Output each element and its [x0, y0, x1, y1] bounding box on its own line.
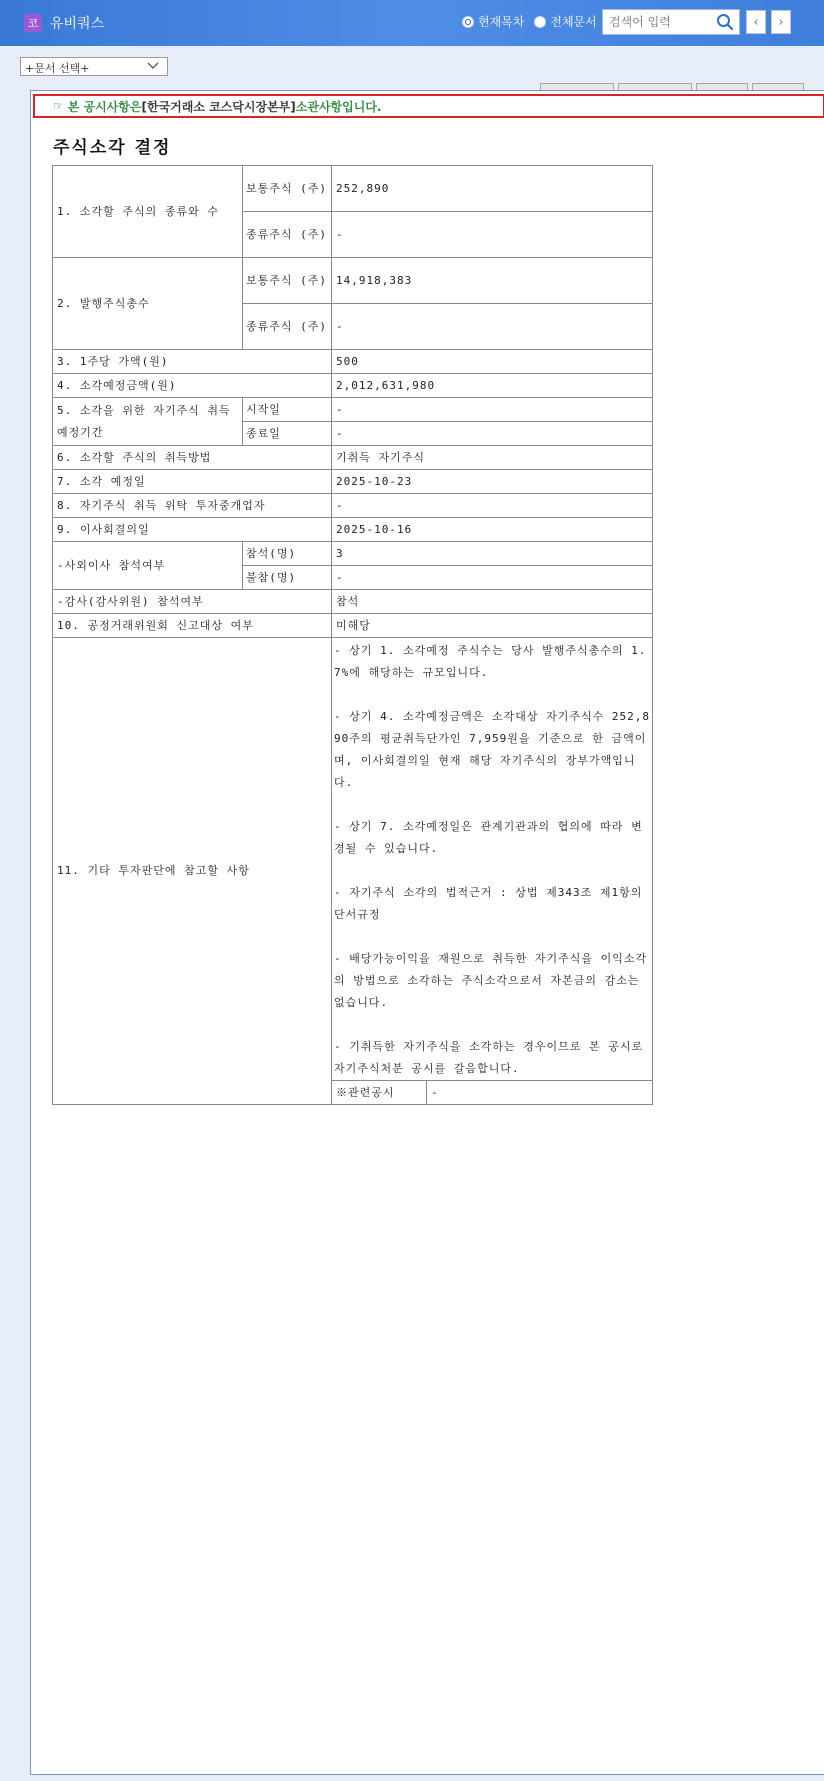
- related-value: -: [427, 1081, 653, 1105]
- notice-org: [한국거래소 코스닥시장본부]: [141, 99, 296, 114]
- radio-dot-icon[interactable]: [462, 16, 474, 28]
- document-select[interactable]: [20, 57, 168, 76]
- prev-button[interactable]: [746, 10, 766, 34]
- search-input[interactable]: [609, 11, 709, 33]
- jurisdiction-notice: [33, 94, 824, 118]
- table-row: [53, 398, 653, 422]
- sub-label: 보통주식 (주): [243, 166, 332, 212]
- cell-value: 3: [332, 542, 653, 566]
- cell-value: -: [332, 304, 653, 350]
- cell-value: 500: [332, 350, 653, 374]
- radio-current-label: 현재목차: [478, 15, 525, 29]
- cell-value: 미해당: [332, 614, 653, 638]
- cell-value: -: [332, 422, 653, 446]
- table-row: [53, 350, 653, 374]
- table-row: [53, 590, 653, 614]
- sub-label: 종류주식 (주): [243, 212, 332, 258]
- row-label: 4. 소각예정금액(원): [53, 374, 332, 398]
- pointing-hand-icon: ☞: [53, 99, 64, 113]
- cell-value: 기취득 자기주식: [332, 446, 653, 470]
- row-label: 6. 소각할 주식의 취득방법: [53, 446, 332, 470]
- note-paragraph: - 자기주식 소각의 법적근거 : 상법 제343조 제1항의 단서규정: [334, 886, 643, 921]
- row-label: 7. 소각 예정일: [53, 470, 332, 494]
- row-label: 1. 소각할 주식의 종류와 수: [53, 166, 243, 258]
- radio-current-section[interactable]: [462, 13, 524, 30]
- search-icon[interactable]: [716, 13, 734, 31]
- notes-cell: [332, 638, 653, 1081]
- table-row: [53, 374, 653, 398]
- chevron-right-icon: ›: [778, 14, 784, 30]
- company-title: [24, 12, 104, 34]
- table-row: [53, 542, 653, 566]
- sub-label: 종료일: [243, 422, 332, 446]
- radio-all-label: 전체문서: [550, 15, 597, 29]
- chevron-left-icon: ‹: [753, 14, 759, 30]
- kosdaq-badge-icon: 코: [24, 14, 42, 32]
- document-frame: [30, 90, 824, 1775]
- table-row: [53, 258, 653, 304]
- cell-value: 2025-10-16: [332, 518, 653, 542]
- related-label: ※관련공시: [332, 1081, 427, 1105]
- note-paragraph: - 상기 7. 소각예정일은 관계기관과의 협의에 따라 변경될 수 있습니다.: [334, 820, 643, 855]
- note-paragraph: - 상기 4. 소각예정금액은 소각대상 자기주식수 252,890주의 평균취득단가인 7,959원을 기준으로 한 금액이며, 이사회결의일 현재 해당 자기주식의 장부가액입니다.: [334, 710, 650, 789]
- note-paragraph: - 상기 1. 소각예정 주식수는 당사 발행주식총수의 1.7%에 해당하는 규모입니다.: [334, 644, 647, 679]
- next-button[interactable]: [771, 10, 791, 34]
- top-bar: [0, 0, 824, 46]
- cell-value: -: [332, 494, 653, 518]
- table-row: [53, 518, 653, 542]
- table-row: [53, 614, 653, 638]
- notice-suffix: 소관사항입니다.: [295, 99, 382, 114]
- cell-value: 2025-10-23: [332, 470, 653, 494]
- sub-label: 시작일: [243, 398, 332, 422]
- row-label: 11. 기타 투자판단에 참고할 사항: [53, 638, 332, 1105]
- cell-value: 2,012,631,980: [332, 374, 653, 398]
- document-title: 주식소각 결정: [53, 138, 172, 158]
- table-row: [53, 446, 653, 470]
- sub-label: 보통주식 (주): [243, 258, 332, 304]
- row-label: -사외이사 참석여부: [53, 542, 243, 590]
- document-select-value: +문서 선택+: [25, 62, 90, 75]
- note-paragraph: - 기취득한 자기주식을 소각하는 경우이므로 본 공시로 자기주식처분 공시를 갈음합니다.: [334, 1040, 644, 1075]
- row-label: 3. 1주당 가액(원): [53, 350, 332, 374]
- table-row: [53, 166, 653, 212]
- table-row: [53, 494, 653, 518]
- cell-value: 252,890: [332, 166, 653, 212]
- radio-all-documents[interactable]: [534, 13, 596, 30]
- search-scope: [462, 13, 607, 30]
- disclosure-table: [52, 165, 653, 1105]
- cell-value: -: [332, 398, 653, 422]
- row-label: 2. 발행주식총수: [53, 258, 243, 350]
- sub-label: 종류주식 (주): [243, 304, 332, 350]
- search-box: [602, 9, 740, 35]
- sub-label: 불참(명): [243, 566, 332, 590]
- table-row: [53, 638, 653, 1081]
- row-label: 5. 소각을 위한 자기주식 취득 예정기간: [53, 398, 243, 446]
- company-name: 유비쿼스: [50, 16, 105, 32]
- chevron-down-icon: [147, 59, 159, 76]
- row-label: -감사(감사위원) 참석여부: [53, 590, 332, 614]
- radio-dot-icon[interactable]: [534, 16, 546, 28]
- notice-prefix: 본 공시사항은: [67, 99, 142, 114]
- note-paragraph: - 배당가능이익을 재원으로 취득한 자기주식을 이익소각의 방법으로 소각하는 주식소각으로서 자본금의 감소는 없습니다.: [334, 952, 648, 1009]
- cell-value: 참석: [332, 590, 653, 614]
- table-row: [53, 470, 653, 494]
- row-label: 10. 공정거래위원회 신고대상 여부: [53, 614, 332, 638]
- cell-value: -: [332, 212, 653, 258]
- cell-value: 14,918,383: [332, 258, 653, 304]
- row-label: 9. 이사회결의일: [53, 518, 332, 542]
- row-label: 8. 자기주식 취득 위탁 투자중개업자: [53, 494, 332, 518]
- sub-label: 참석(명): [243, 542, 332, 566]
- cell-value: -: [332, 566, 653, 590]
